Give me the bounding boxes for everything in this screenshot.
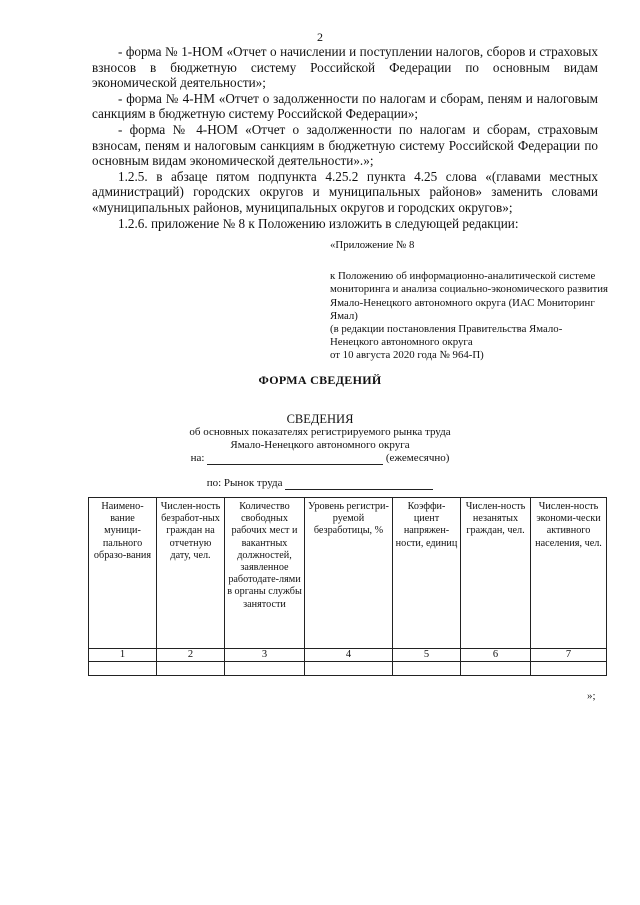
table-cell bbox=[531, 662, 607, 676]
market-line bbox=[0, 477, 640, 490]
table-header-row bbox=[89, 498, 607, 649]
column-number: 3 bbox=[225, 649, 305, 662]
report-period: (ежемесячно) bbox=[385, 452, 450, 464]
column-number: 4 bbox=[305, 649, 393, 662]
paragraph-1-2-5: 1.2.5. в абзаце пятом подпункта 4.25.2 пункта 4.25 слова «(главами местных администраций) городских округов и муниципальных районов» заменить словами «муниципальных районов, муниципальных округов и городских округов»; bbox=[92, 168, 598, 215]
market-label: по: Рынок труда bbox=[206, 477, 283, 489]
closing-mark: »; bbox=[587, 690, 596, 702]
header-active-population: Числен-ность экономи-чески активного населения, чел. bbox=[531, 498, 607, 649]
appendix-reference: к Положению об информационно-аналитической системе мониторинга и анализа социально-экономического развития Ямало-Ненецкого автономного округа (ИАС Мониторинг Ямал) bbox=[330, 270, 608, 322]
report-date-label: на: bbox=[190, 452, 205, 464]
statistics-table bbox=[88, 497, 607, 676]
column-number: 1 bbox=[89, 649, 157, 662]
paragraph-form-4-nm: - форма № 4-НМ «Отчет о задолженности по налогам и сборам, пеням и налоговым санкциям в бюджетную систему Российской Федерации»; bbox=[92, 90, 598, 122]
header-non-employed: Числен-ность незанятых граждан, чел. bbox=[461, 498, 531, 649]
svedenia-subtitle-2: Ямало-Ненецкого автономного округа bbox=[230, 439, 410, 451]
table-cell bbox=[157, 662, 225, 676]
appendix-edition: (в редакции постановления Правительства Ямало-Ненецкого автономного округа bbox=[330, 323, 563, 349]
table-cell bbox=[225, 662, 305, 676]
form-title: ФОРМА СВЕДЕНИЙ bbox=[258, 373, 382, 387]
paragraph-form-1-nom: - форма № 1-НОМ «Отчет о начислении и поступлении налогов, сборов и страховых взносов в бюджетную систему Российской Федерации по основным видам экономической деятельности»; bbox=[92, 44, 598, 91]
header-unemployed: Числен-ность безработ-ных граждан на отчетную дату, чел. bbox=[157, 498, 225, 649]
header-vacancies: Количество свободных рабочих мест и вакантных должностей, заявленное работодате-лями в органы службы занятости bbox=[225, 498, 305, 649]
column-number-row bbox=[89, 649, 607, 662]
column-number: 5 bbox=[393, 649, 461, 662]
body-text bbox=[92, 44, 598, 231]
table-cell bbox=[89, 662, 157, 676]
svedenia-subtitle-1: об основных показателях регистрируемого рынка труда bbox=[189, 426, 451, 438]
column-number: 6 bbox=[461, 649, 531, 662]
paragraph-1-2-6: 1.2.6. приложение № 8 к Положению изложить в следующей редакции: bbox=[118, 215, 519, 231]
header-unemployment-rate: Уровень регистри-руемой безработицы, % bbox=[305, 498, 393, 649]
appendix-date: от 10 августа 2020 года № 964-П) bbox=[330, 349, 484, 362]
paragraph-form-4-nom: - форма № 4-НОМ «Отчет о задолженности по налогам и сборам, страховым взносам, пеням и налоговым санкциям в бюджетную систему Российской Федерации по основным видам экономической деятельности».»; bbox=[92, 121, 598, 169]
column-number: 7 bbox=[531, 649, 607, 662]
appendix-header bbox=[330, 239, 610, 363]
table-row bbox=[89, 662, 607, 676]
header-municipality: Наимено-вание муници-пального образо-вания bbox=[89, 498, 157, 649]
report-date-line bbox=[0, 452, 640, 465]
page-number: 2 bbox=[317, 30, 323, 44]
market-blank bbox=[285, 478, 433, 490]
column-number: 2 bbox=[157, 649, 225, 662]
svedenia-title: СВЕДЕНИЯ bbox=[286, 412, 354, 426]
table-cell bbox=[461, 662, 531, 676]
header-tension-coefficient: Коэффи-циент напряжен-ности, единиц bbox=[393, 498, 461, 649]
appendix-title: «Приложение № 8 bbox=[330, 239, 415, 251]
table-cell bbox=[393, 662, 461, 676]
table-cell bbox=[305, 662, 393, 676]
report-date-blank bbox=[207, 453, 383, 465]
